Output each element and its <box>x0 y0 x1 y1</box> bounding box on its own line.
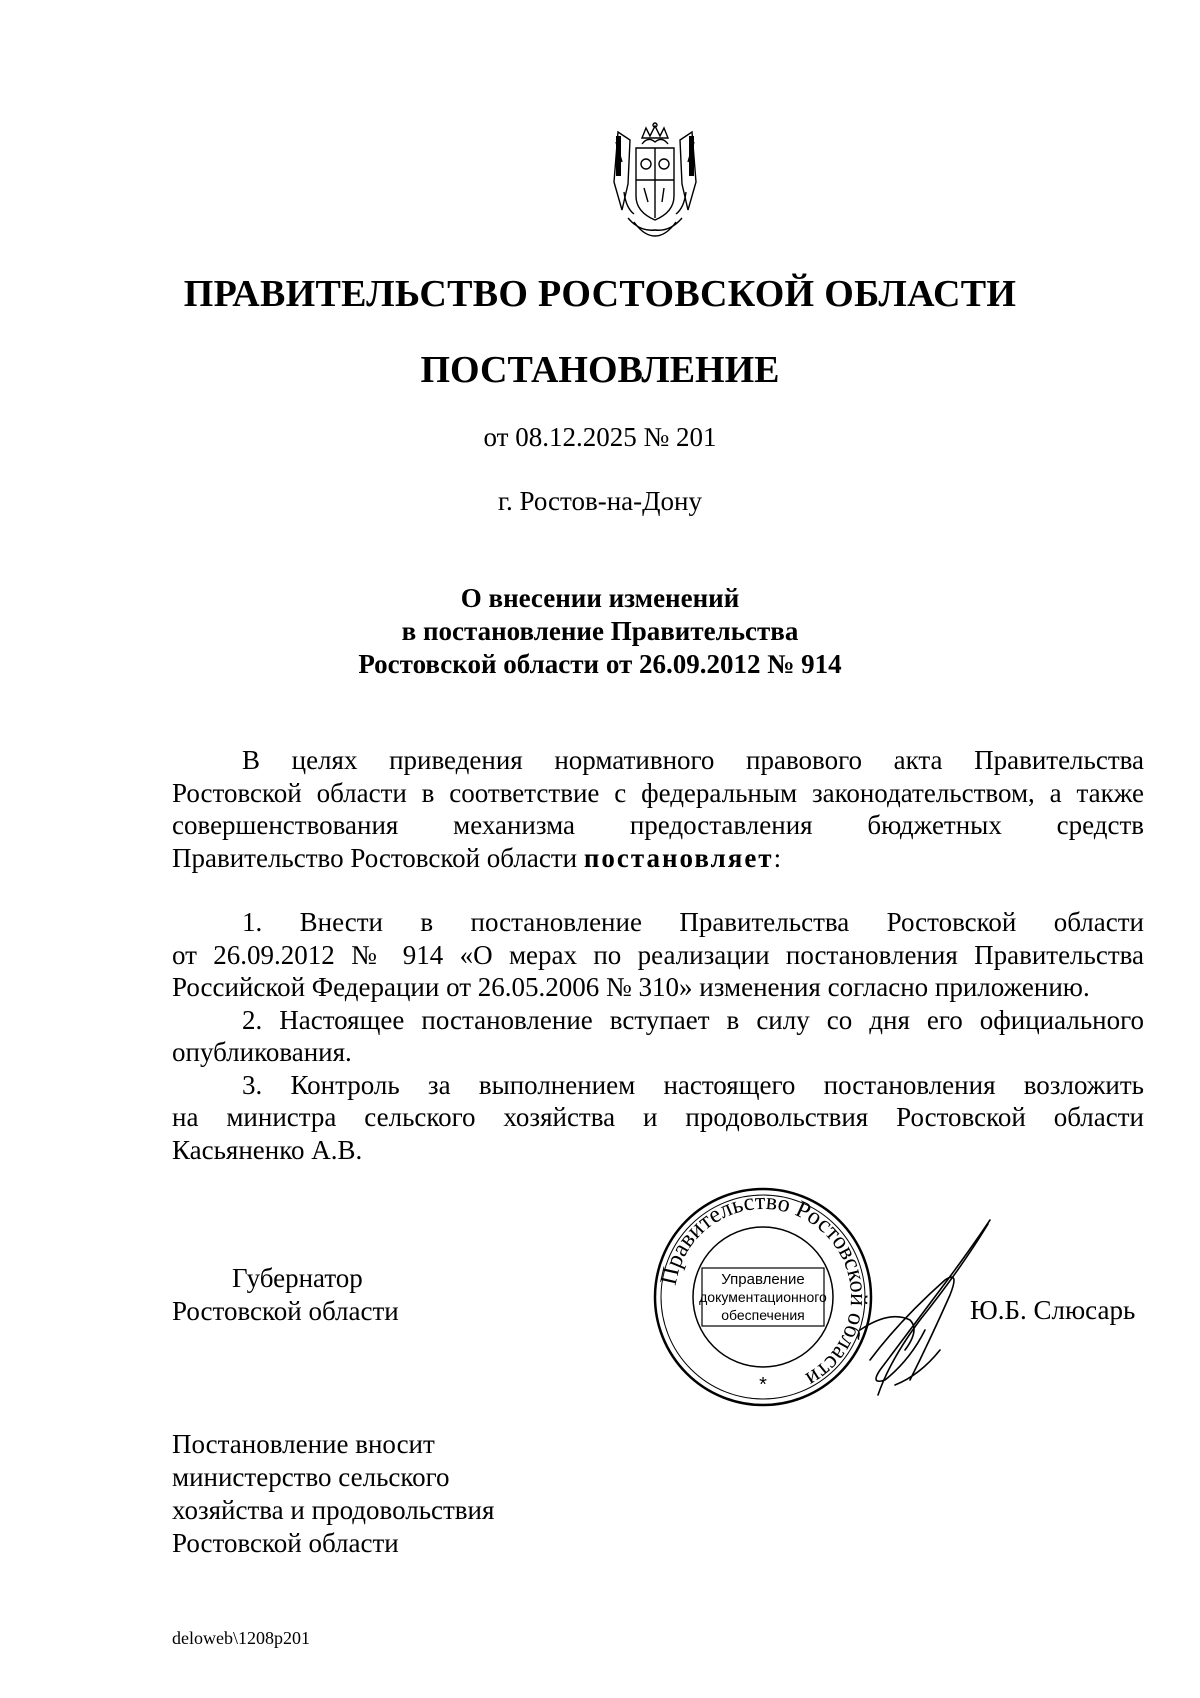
signatory-position-line: Губернатор <box>232 1263 363 1293</box>
item-1-line: Российской Федерации от 26.05.2006 № 310» изменения согласно приложению. <box>172 972 1090 1002</box>
submitter-line: министерство сельского <box>172 1462 450 1492</box>
subject-line: О внесении изменений <box>460 583 740 613</box>
item-3-line: Касьяненко А.В. <box>172 1134 363 1165</box>
item-2-line: опубликования. <box>172 1037 352 1067</box>
paragraph-line: совершенствования механизма предоставления бюджетных средств <box>172 810 1144 840</box>
government-title: ПРАВИТЕЛЬСТВО РОСТОВСКОЙ ОБЛАСТИ <box>183 273 1017 315</box>
item-3-line: на министра сельского хозяйства и продовольствия Ростовской области <box>172 1102 1144 1132</box>
stamp-inner-line: обеспечения <box>721 1307 805 1323</box>
signatory-position-line: Ростовской области <box>172 1296 399 1326</box>
stamp-inner-line: документационного <box>699 1289 827 1305</box>
paragraph-line: Ростовской области в соответствие с федеральным законодательством, а также <box>172 777 1144 808</box>
official-seal-stamp-icon <box>648 1182 878 1412</box>
stamp-outer-text: Правительство Ростовской области <box>655 1188 872 1392</box>
signatory-position <box>172 1262 399 1328</box>
resolution-keyword: постановляет <box>583 842 774 873</box>
paragraph-text: Правительство Ростовской области <box>172 842 584 873</box>
subject-line: Ростовской области от 26.09.2012 № 914 <box>358 649 842 679</box>
signatory-name: Ю.Б. Слюсарь <box>970 1295 1136 1325</box>
paragraph-colon: : <box>773 842 782 873</box>
coat-of-arms-icon <box>600 122 710 240</box>
submitter-line: хозяйства и продовольствия <box>172 1495 495 1525</box>
document-subject <box>0 582 1200 681</box>
submitter-note <box>172 1428 494 1560</box>
subject-line: в постановление Правительства <box>401 616 799 646</box>
submitter-line: Ростовской области <box>172 1528 399 1558</box>
item-3-line: 3. Контроль за выполнением настоящего постановления возложить <box>242 1069 1144 1100</box>
item-1-line: от 26.09.2012 № 914 «О мерах по реализации постановления Правительства <box>172 939 1144 970</box>
preamble-paragraph <box>172 744 1144 874</box>
file-reference: deloweb\1208p201 <box>172 1628 310 1648</box>
stamp-inner-line: Управление <box>721 1271 805 1288</box>
paragraph-line: В целях приведения нормативного правового акта Правительства <box>242 745 1144 775</box>
document-city: г. Ростов-на-Дону <box>497 486 702 516</box>
item-1-line: 1. Внести в постановление Правительства Ростовской области <box>242 907 1144 937</box>
document-type: ПОСТАНОВЛЕНИЕ <box>420 349 780 391</box>
document-date-number: от 08.12.2025 № 201 <box>483 422 717 452</box>
stamp-star: * <box>759 1374 767 1396</box>
item-2-line: 2. Настоящее постановление вступает в силу со дня его официального <box>242 1004 1144 1035</box>
submitter-line: Постановление вносит <box>172 1429 435 1459</box>
resolution-items <box>172 906 1144 1166</box>
paragraph-line <box>172 842 1144 875</box>
